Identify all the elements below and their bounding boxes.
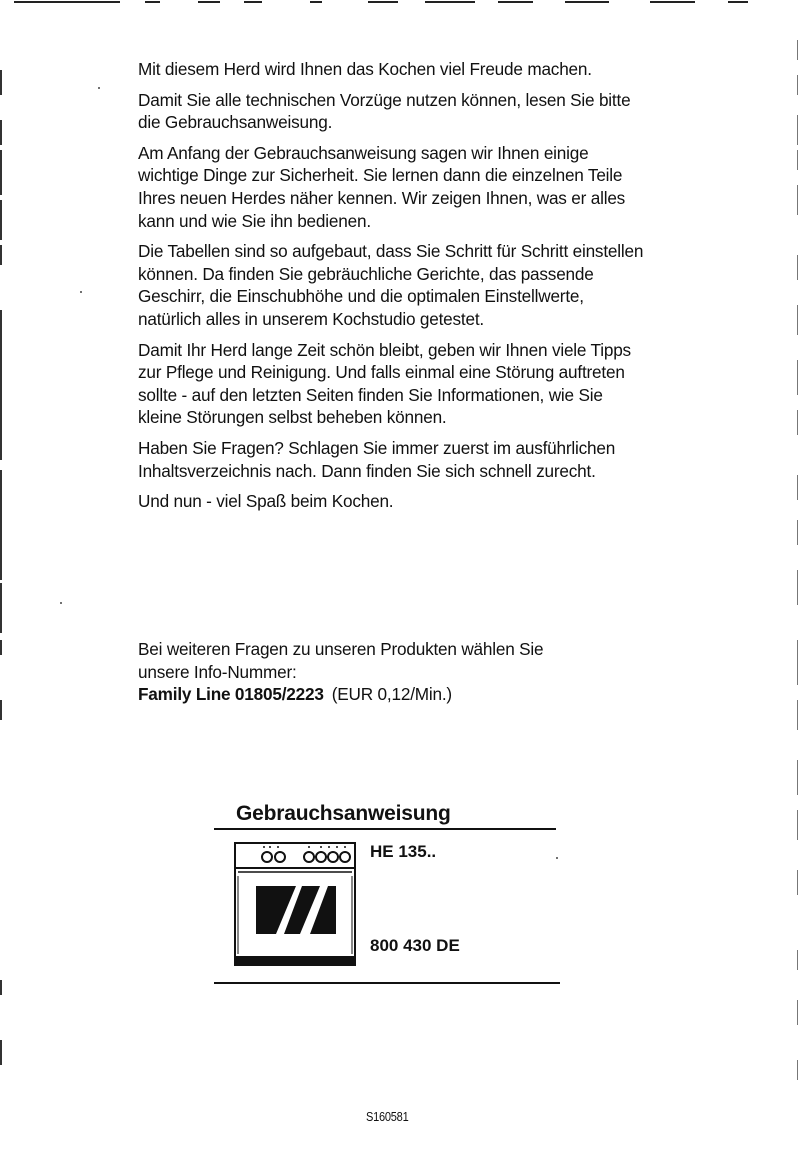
intro-paragraph: Damit Ihr Herd lange Zeit schön bleibt, geben wir Ihnen viele Tipps zur Pflege und Reinigung. Und falls einmal eine Störung auftreten sollte - auf den letzten Seiten finden Sie Informationen, wie Sie kleine Störungen selbst beheben können. [138,339,631,428]
scan-edge-right [797,0,800,1151]
scan-speck [98,87,100,89]
scan-edge-top [0,1,802,5]
intro-text [138,58,648,521]
document-code: S160581 [366,1109,409,1124]
contact-info [138,638,648,706]
contact-line: unsere Info-Nummer: [138,661,297,682]
intro-paragraph: Mit diesem Herd wird Ihnen das Kochen viel Freude machen. [138,59,592,79]
bottom-rule [214,982,560,984]
scan-speck [80,291,82,293]
model-number: HE 135.. [370,842,437,861]
scan-edge-left [0,0,3,1151]
intro-paragraph: Damit Sie alle technischen Vorzüge nutzen können, lesen Sie bitte die Gebrauchsanweisung. [138,89,631,133]
intro-paragraph: Am Anfang der Gebrauchsanweisung sagen wir Ihnen einige wichtige Dinge zur Sicherheit. Sie lernen dann die einzelnen Teile Ihres neuen Herdes näher kennen. Wir zeigen Ihnen, was er alles kann und wie Sie ihn bedienen. [138,142,626,231]
manual-cover-label [214,800,556,958]
scan-speck [60,602,62,604]
hotline-number: Family Line 01805/2223 [138,684,324,705]
cover-body [214,830,556,958]
intro-paragraph: Die Tabellen sind so aufgebaut, dass Sie Schritt für Schritt einstellen können. Da finden Sie gebräuchliche Gerichte, das passende Geschirr, die Einschubhöhe und die optimalen Einstellwerte, natürlich alles in unserem Kochstudio getestet. [138,241,644,329]
manual-title: Gebrauchsanweisung [236,802,451,825]
hotline-line [138,683,648,706]
intro-paragraph: Haben Sie Fragen? Schlagen Sie immer zuerst im ausführlichen Inhaltsverzeichnis nach. Dann finden Sie sich schnell zurecht. [138,437,616,481]
intro-paragraph: Und nun - viel Spaß beim Kochen. [138,491,394,512]
order-number: 800 430 DE [370,936,460,955]
contact-line: Bei weiteren Fragen zu unseren Produkten wählen Sie [138,639,544,659]
scan-speck [556,857,558,859]
hotline-price: (EUR 0,12/Min.) [331,684,452,705]
oven-icon [234,842,356,966]
